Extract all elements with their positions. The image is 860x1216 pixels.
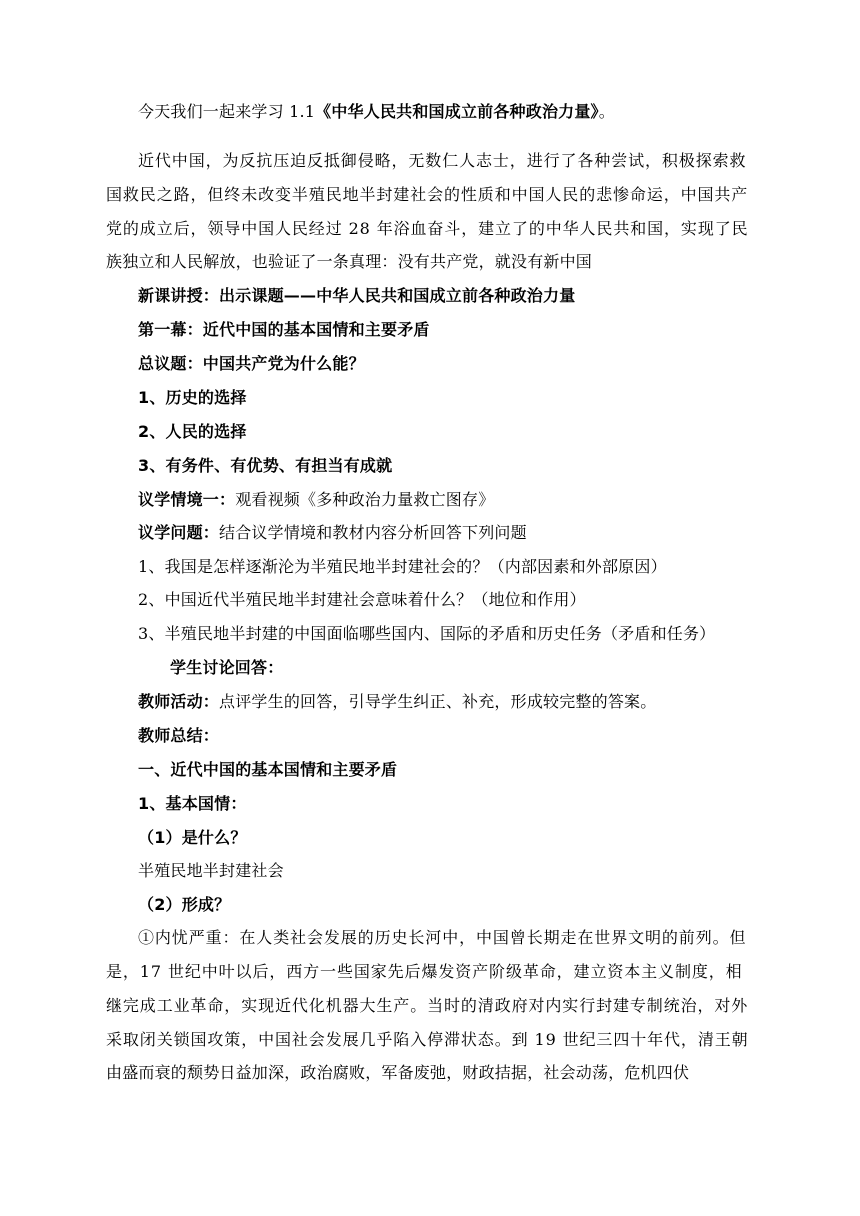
basic-situation-heading: 1、基本国情： [138,794,247,813]
scenario-label: 议学情境一： [138,490,236,509]
para1-line-4: 族独立和人民解放，也验证了一条真理：没有共产党，就没有新中国 [106,252,593,271]
para2-line-5: 由盛而衰的颓势日益加深，政治腐败，军备废弛，财政拮据，社会动荡，危机四伏 [106,1063,690,1082]
teacher-activity-label: 教师活动： [138,692,220,711]
question-text: 结合议学情境和教材内容分析回答下列问题 [219,523,527,542]
teacher-summary: 教师总结： [138,726,220,745]
section-heading: 一、近代中国的基本国情和主要矛盾 [138,760,398,779]
scenario-text: 观看视频《多种政治力量救亡图存》 [235,490,495,509]
teacher-activity-line [138,690,656,714]
para2-line-4: 采取闭关锁国攻策，中国社会发展几乎陷入停滞状态。到 19 世纪三四十年代，清王朝 [106,1030,749,1049]
intro-suffix: 。 [598,102,615,121]
reason-item: 2、人民的选择 [138,422,247,441]
act1-heading: 第一幕：近代中国的基本国情和主要矛盾 [138,320,430,339]
reason-item: 1、历史的选择 [138,388,247,407]
para1-line-3: 党的成立后，领导中国人民经过 28 年浴血奋斗，建立了的中华人民共和国，实现了民 [106,219,749,238]
scenario-line [138,488,494,512]
para1-line-1: 近代中国，为反抗压迫反抵御侵略，无数仁人志士，进行了各种尝试，积极探索救 [138,151,747,170]
question-item: 2、中国近代半殖民地半封建社会意味着什么？（地位和作用） [138,590,586,609]
what-is-answer: 半殖民地半封建社会 [138,861,284,880]
intro-prefix: 今天我们一起来学习 1.1 [138,102,316,121]
lesson-title: 《中华人民共和国成立前各种政治力量》 [315,102,599,121]
formation-heading: （2）形成？ [138,895,231,914]
what-is-heading: （1）是什么？ [138,828,247,847]
student-discuss: 学生讨论回答： [170,658,284,677]
question-item: 1、我国是怎样逐渐沦为半殖民地半封建社会的？（内部因素和外部原因） [138,557,667,576]
para2-line-2: 是，17 世纪中叶以后，西方一些国家先后爆发资产阶级革命，建立资本主义制度，相 [106,962,743,981]
new-lesson-heading: 新课讲授：出示课题——中华人民共和国成立前各种政治力量 [138,286,576,305]
intro-line [138,100,615,124]
para1-line-2: 国救民之路，但终未改变半殖民地半封建社会的性质和中国人民的悲惨命运，中国共产 [106,185,749,204]
reason-item: 3、有务件、有优势、有担当有成就 [138,456,393,475]
question-line [138,521,527,545]
question-item: 3、半殖民地半封建的中国面临哪些国内、国际的矛盾和历史任务（矛盾和任务） [138,624,716,643]
para2-line-1: ①内忧严重：在人类社会发展的历史长河中，中国曾长期走在世界文明的前列。但 [138,928,747,947]
question-label: 议学问题： [138,523,220,542]
teacher-activity-text: 点评学生的回答，引导学生纠正、补充，形成较完整的答案。 [219,692,657,711]
main-topic-heading: 总议题：中国共产党为什么能？ [138,354,365,373]
para2-line-3: 继完成工业革命，实现近代化机器大生产。当时的清政府对内实行封建专制统治，对外 [106,996,749,1015]
